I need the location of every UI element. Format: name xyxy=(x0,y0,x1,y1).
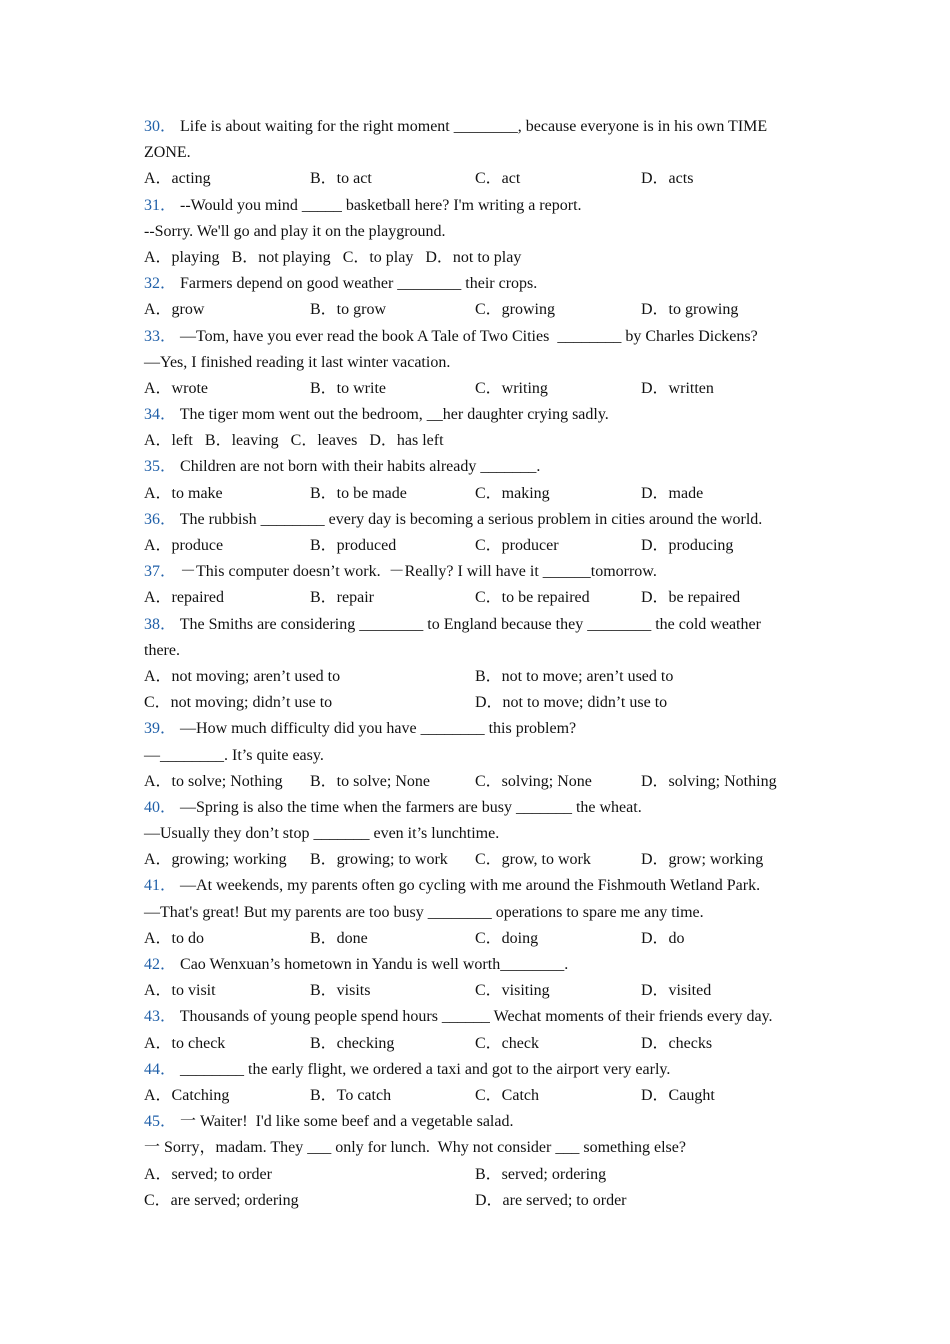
question-30 xyxy=(144,114,814,193)
stem-text: Children are not born with their habits already _______. xyxy=(180,458,541,476)
question-stem-continued xyxy=(144,638,814,664)
stem-text: —Yes, I finished reading it last winter vacation. xyxy=(144,353,451,371)
option-a: A．wrote xyxy=(144,379,208,397)
question-stem xyxy=(144,716,814,742)
stem-text: －This computer doesn’t work. －Really? I will have it ______tomorrow. xyxy=(180,563,657,581)
question-stem xyxy=(144,1109,814,1135)
option-b: B．To catch xyxy=(310,1086,392,1104)
question-stem xyxy=(144,873,814,899)
option-c: C．visiting xyxy=(475,982,550,1000)
question-stem xyxy=(144,324,814,350)
question-stem xyxy=(144,507,814,533)
question-stem xyxy=(144,1057,814,1083)
option-d: D．producing xyxy=(641,537,734,554)
options-row xyxy=(144,376,814,402)
option-d: D．are served; to order xyxy=(475,1191,627,1209)
option-c: C．leaves xyxy=(290,432,358,450)
option-a: A．to check xyxy=(144,1034,226,1052)
option-d: D．Caught xyxy=(641,1086,715,1104)
question-list xyxy=(144,114,814,1214)
option-a: A．grow xyxy=(144,301,205,319)
option-b: B．repair xyxy=(310,589,374,607)
stem-text: —Tom, have you ever read the book A Tale of Two Cities ________ by Charles Dickens? xyxy=(180,327,758,345)
option-a: A．acting xyxy=(144,170,211,188)
question-number: 39． xyxy=(144,720,177,738)
question-stem xyxy=(144,114,814,140)
question-40 xyxy=(144,795,814,874)
option-b: B．to solve; None xyxy=(310,772,430,790)
question-number: 40． xyxy=(144,798,177,816)
stem-text: --Sorry. We'll go and play it on the playground. xyxy=(144,222,446,240)
question-31 xyxy=(144,193,814,272)
stem-text: --Would you mind _____ basketball here? I'm writing a report. xyxy=(180,196,582,214)
question-44 xyxy=(144,1057,814,1109)
stem-text: —At weekends, my parents often go cycling with me around the Fishmouth Wetland Park. xyxy=(180,877,761,895)
option-c: C．growing xyxy=(475,301,556,319)
question-33 xyxy=(144,324,814,403)
question-stem xyxy=(144,193,814,219)
question-number: 32． xyxy=(144,275,177,293)
question-stem xyxy=(144,454,814,480)
stem-text: —How much difficulty did you have ________ this problem? xyxy=(180,720,577,738)
stem-text: —Spring is also the time when the farmers are busy _______ the wheat. xyxy=(180,798,642,816)
option-c: C．to play xyxy=(342,248,414,266)
question-stem xyxy=(144,612,814,638)
option-a: A．Catching xyxy=(144,1086,230,1104)
question-stem xyxy=(144,402,814,428)
option-d: D．made xyxy=(641,484,704,502)
stem-text: The Smiths are considering ________ to England because they ________ the cold weather xyxy=(179,615,761,633)
stem-text: The rubbish ________ every day is becoming a serious problem in cities around the world. xyxy=(179,510,763,528)
stem-text: Life is about waiting for the right moment ________, because everyone is in his own TIME xyxy=(180,118,768,135)
option-c: C．grow, to work xyxy=(475,851,591,869)
stem-text: —Usually they don’t stop _______ even it’s lunchtime. xyxy=(144,825,500,843)
option-d: D．not to play xyxy=(425,248,522,266)
option-b: B．served; ordering xyxy=(475,1165,607,1183)
question-stem xyxy=(144,952,814,978)
options-row xyxy=(144,1188,814,1214)
option-a: A．growing; working xyxy=(144,851,287,869)
options-row xyxy=(144,1083,814,1109)
option-d: D．do xyxy=(641,929,685,947)
option-a: A．left xyxy=(144,432,193,450)
option-b: B．not to move; aren’t used to xyxy=(475,667,674,685)
option-d: D．not to move; didn’t use to xyxy=(475,694,668,712)
question-stem xyxy=(144,795,814,821)
options-row xyxy=(144,690,814,716)
options-row xyxy=(144,481,814,507)
option-a: A．to make xyxy=(144,484,223,502)
stem-text: ________ the early flight, we ordered a taxi and got to the airport very early. xyxy=(180,1060,671,1078)
question-number: 43． xyxy=(144,1008,177,1026)
option-c: C．writing xyxy=(475,379,548,397)
option-b: B．leaving xyxy=(204,432,279,450)
options-row xyxy=(144,245,814,271)
question-stem-continued xyxy=(144,743,814,769)
option-a: A．served; to order xyxy=(144,1165,272,1183)
options-row xyxy=(144,847,814,873)
option-d: D．written xyxy=(641,379,714,397)
stem-text: Cao Wenxuan’s hometown in Yandu is well worth________. xyxy=(180,956,569,973)
question-34 xyxy=(144,402,814,454)
question-43 xyxy=(144,1004,814,1056)
question-number: 42． xyxy=(144,956,177,973)
option-b: B．growing; to work xyxy=(310,851,448,869)
option-d: D．grow; working xyxy=(641,851,764,869)
options-row xyxy=(144,769,814,795)
stem-text: The tiger mom went out the bedroom, __her daughter crying sadly. xyxy=(179,406,609,424)
options-row xyxy=(144,428,814,454)
option-b: B．to act xyxy=(310,170,372,188)
question-stem-continued xyxy=(144,350,814,376)
question-45 xyxy=(144,1109,814,1214)
option-c: C．solving; None xyxy=(475,772,592,790)
option-b: B．not playing xyxy=(231,248,331,266)
stem-text: there. xyxy=(144,641,180,659)
option-d: D．be repaired xyxy=(641,589,741,607)
option-d: D．acts xyxy=(641,170,694,188)
option-b: B．checking xyxy=(310,1034,395,1052)
options-row xyxy=(144,1162,814,1188)
options-row xyxy=(144,297,814,323)
stem-text: ZONE. xyxy=(144,144,191,162)
question-stem-continued xyxy=(144,1135,814,1161)
stem-text: 一 Waiter! I'd like some beef and a vegetable salad. xyxy=(180,1113,514,1131)
options-row xyxy=(144,166,814,192)
question-number: 34． xyxy=(144,406,177,424)
option-c: C．to be repaired xyxy=(475,589,590,607)
option-c: C．making xyxy=(475,484,550,502)
option-d: D．visited xyxy=(641,982,712,1000)
question-number: 38． xyxy=(144,615,177,633)
option-b: B．visits xyxy=(310,982,371,1000)
option-b: B．done xyxy=(310,929,368,947)
question-36 xyxy=(144,507,814,559)
question-number: 41． xyxy=(144,877,177,895)
option-c: C．are served; ordering xyxy=(144,1191,299,1209)
question-stem-continued xyxy=(144,821,814,847)
question-number: 31． xyxy=(144,196,177,214)
stem-text: Farmers depend on good weather ________ their crops. xyxy=(180,275,538,293)
stem-text: —________. It’s quite easy. xyxy=(144,746,324,764)
option-b: B．to be made xyxy=(310,484,407,502)
question-stem-continued xyxy=(144,140,814,166)
option-a: A．produce xyxy=(144,537,224,554)
question-number: 30． xyxy=(144,118,177,135)
question-stem-continued xyxy=(144,900,814,926)
options-row xyxy=(144,1031,814,1057)
question-stem-continued xyxy=(144,219,814,245)
options-row xyxy=(144,585,814,611)
question-number: 44． xyxy=(144,1060,177,1078)
question-42 xyxy=(144,952,814,1004)
option-d: D．has left xyxy=(369,432,444,450)
question-stem xyxy=(144,271,814,297)
question-number: 36． xyxy=(144,510,177,528)
option-a: A．to visit xyxy=(144,982,216,1000)
option-a: A．to do xyxy=(144,929,205,947)
question-number: 45． xyxy=(144,1113,177,1131)
option-c: C．act xyxy=(475,170,521,188)
question-number: 37． xyxy=(144,563,177,581)
option-a: A．repaired xyxy=(144,589,224,607)
stem-text: —That's great! But my parents are too busy ________ operations to spare me any time. xyxy=(144,903,704,921)
question-32 xyxy=(144,271,814,323)
option-d: D．checks xyxy=(641,1034,713,1052)
option-a: A．not moving; aren’t used to xyxy=(144,667,341,685)
options-row xyxy=(144,533,814,559)
stem-text: 一 Sorry，madam. They ___ only for lunch. Why not consider ___ something else? xyxy=(144,1139,686,1157)
question-41 xyxy=(144,873,814,952)
option-c: C．Catch xyxy=(475,1086,539,1104)
option-c: C．doing xyxy=(475,929,539,947)
option-c: C．check xyxy=(475,1034,539,1052)
option-d: D．solving; Nothing xyxy=(641,772,777,790)
option-b: B．to write xyxy=(310,379,386,397)
option-c: C．not moving; didn’t use to xyxy=(144,694,333,712)
question-stem xyxy=(144,559,814,585)
option-b: B．produced xyxy=(310,537,397,554)
option-d: D．to growing xyxy=(641,301,739,319)
option-b: B．to grow xyxy=(310,301,387,319)
question-number: 35． xyxy=(144,458,177,476)
option-c: C．producer xyxy=(475,537,559,554)
stem-text: Thousands of young people spend hours ______ Wechat moments of their friends every day. xyxy=(179,1008,773,1026)
options-row xyxy=(144,978,814,1004)
question-39 xyxy=(144,716,814,795)
options-row xyxy=(144,664,814,690)
question-stem xyxy=(144,1004,814,1030)
question-37 xyxy=(144,559,814,611)
option-a: A．to solve; Nothing xyxy=(144,772,283,790)
option-a: A．playing xyxy=(144,248,220,266)
question-35 xyxy=(144,454,814,506)
question-number: 33． xyxy=(144,327,177,345)
question-38 xyxy=(144,612,814,717)
options-row xyxy=(144,926,814,952)
